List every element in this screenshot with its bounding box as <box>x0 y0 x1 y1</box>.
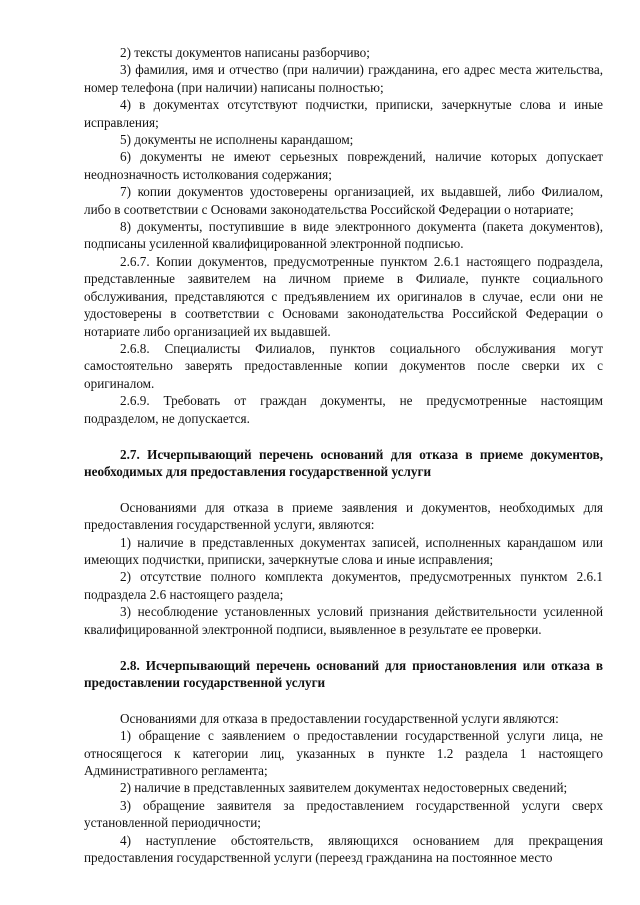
list-item: 2) отсутствие полного комплекта документов, предусмотренных пунктом 2.6.1 подраздела 2.6 настоящего раздела; <box>84 569 603 602</box>
list-item: 4) наступление обстоятельств, являющихся основанием для прекращения предоставления государственной услуги (переезд гражданина на постоянное место <box>84 832 603 866</box>
page-content <box>84 44 603 866</box>
section-heading-2-8: 2.8. Исчерпывающий перечень оснований для приостановления или отказа в предоставлении государственной услуги <box>84 658 603 691</box>
spacer <box>84 427 603 446</box>
list-item: 3) несоблюдение установленных условий признания действительности усиленной квалифицированной электронной подписи, выявленное в результате ее проверки. <box>84 604 603 637</box>
list-item: 3) фамилия, имя и отчество (при наличии) гражданина, его адрес места жительства, номер телефона (при наличии) написаны полностью; <box>84 62 603 95</box>
list-item: 2) тексты документов написаны разборчиво; <box>120 45 370 60</box>
paragraph: 2.6.7. Копии документов, предусмотренные пунктом 2.6.1 настоящего подраздела, представленные заявителем на личном приеме в Филиале, пункте социального обслуживания, представляются с предъявлением их оригиналов в случае, если они не удостоверены в соответствии с Основами законодательства Российской Федерации о нотариате либо организацией их выдавшей. <box>84 253 603 339</box>
list-item: 3) обращение заявителя за предоставлением государственной услуги сверх установленной периодичности; <box>84 797 603 831</box>
list-item: 6) документы не имеют серьезных повреждений, наличие которых допускает неоднозначность истолкования содержания; <box>84 149 603 182</box>
section-heading-2-7: 2.7. Исчерпывающий перечень оснований для отказа в приеме документов, необходимых для предоставления государственной услуги <box>84 446 603 480</box>
list-item: 1) обращение с заявлением о предоставлении государственной услуги лица, не относящегося к категории лиц, указанных в пункте 1.2 раздела 1 настоящего Административного регламента; <box>84 728 603 779</box>
spacer <box>84 481 603 499</box>
paragraph: Основаниями для отказа в приеме заявления и документов, необходимых для предоставления государственной услуги, являются: <box>84 499 603 533</box>
list-item: 4) в документах отсутствуют подчистки, приписки, зачеркнутые слова и иные исправления; <box>84 97 603 130</box>
list-item: 7) копии документов удостоверены организацией, их выдавшей, либо Филиалом, либо в соответствии с Основами законодательства Российской Федерации о нотариате; <box>84 184 603 217</box>
spacer <box>84 692 603 710</box>
list-item: 1) наличие в представленных документах записей, исполненных карандашом или имеющих подчистки, приписки, зачеркнутые слова и иные исправления; <box>84 534 603 567</box>
list-item: 2) наличие в представленных заявителем документах недостоверных сведений; <box>120 780 568 796</box>
paragraph: 2.6.9. Требовать от граждан документы, не предусмотренные настоящим подразделом, не допускается. <box>84 393 603 426</box>
list-item: 5) документы не исполнены карандашом; <box>120 132 354 148</box>
paragraph: Основаниями для отказа в предоставлении государственной услуги являются: <box>120 710 559 726</box>
paragraph: 2.6.8. Специалисты Филиалов, пунктов социального обслуживания могут самостоятельно заверять предоставленные копии документов после сверки их с оригиналом. <box>84 340 603 391</box>
spacer <box>84 638 603 657</box>
list-item: 8) документы, поступившие в виде электронного документа (пакета документов), подписаны усиленной квалифицированной электронной подписью. <box>84 219 603 252</box>
